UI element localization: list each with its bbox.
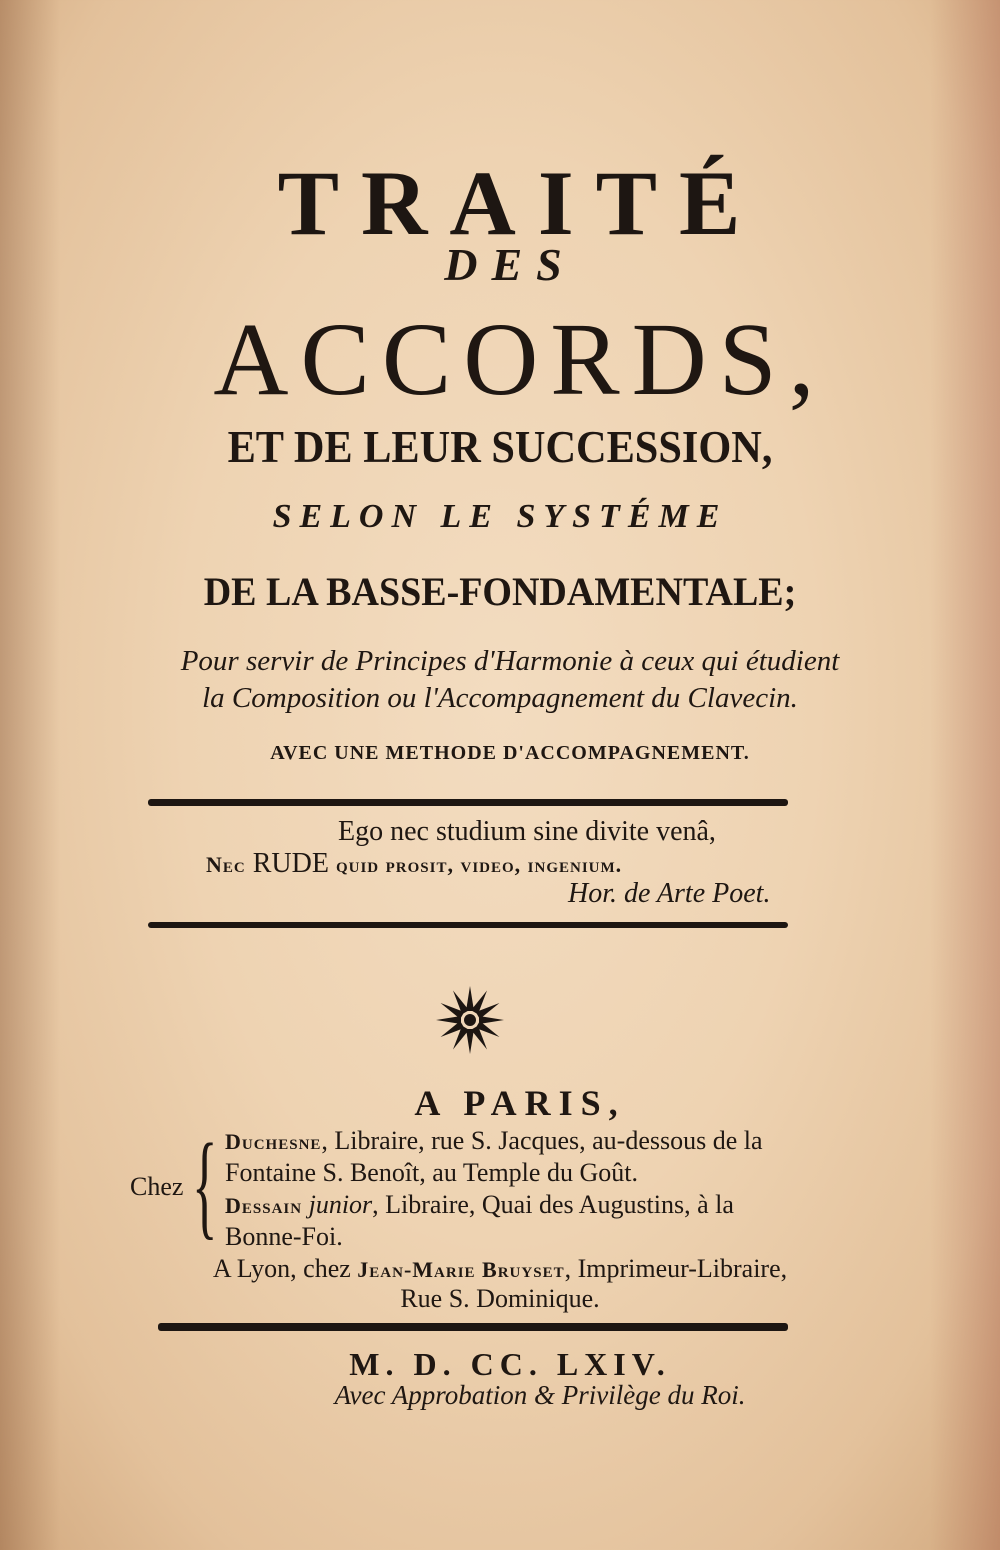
publisher-2-address: , Libraire, Quai des Augustins, à la bbox=[372, 1190, 734, 1219]
method-line: AVEC UNE METHODE D'ACCOMPAGNEMENT. bbox=[270, 742, 750, 764]
lyon-line-1 bbox=[0, 1254, 1000, 1284]
epigraph-words: quid prosit, video, ingenium. bbox=[335, 852, 623, 877]
lyon-line-2: Rue S. Dominique. bbox=[400, 1284, 600, 1313]
publisher-1-line-1 bbox=[225, 1126, 763, 1156]
privilege-line: Avec Approbation & Privilège du Roi. bbox=[334, 1380, 746, 1410]
title-line-1: TRAITÉ bbox=[277, 152, 763, 254]
brace-icon: { bbox=[192, 1119, 218, 1250]
publisher-1-line-2: Fontaine S. Benoît, au Temple du Goût. bbox=[225, 1158, 638, 1187]
purpose-line-1: Pour servir de Principes d'Harmonie à ceux qui étudient bbox=[180, 645, 840, 677]
epigraph-word-emphasis: RUDE bbox=[252, 848, 329, 879]
publisher-2-line-2: Bonne-Foi. bbox=[225, 1222, 343, 1251]
lyon-printer-role: , Imprimeur-Libraire, bbox=[564, 1254, 788, 1283]
imprint-place: A PARIS, bbox=[414, 1083, 626, 1123]
title-line-6: DE LA BASSE-FONDAMENTALE; bbox=[203, 569, 797, 614]
publisher-1-address: , Libraire, rue S. Jacques, au-dessous de la bbox=[321, 1126, 763, 1155]
title-line-3: ACCORDS, bbox=[213, 302, 827, 417]
imprint-date: M. D. CC. LXIV. bbox=[349, 1346, 671, 1382]
publisher-2-name: Dessain bbox=[225, 1193, 303, 1218]
publisher-2-junior: junior bbox=[308, 1190, 373, 1219]
epigraph-line-2 bbox=[206, 848, 622, 880]
title-line-4: ET DE LEUR SUCCESSION, bbox=[227, 421, 773, 472]
divider-rule-top bbox=[148, 799, 788, 806]
epigraph-attribution: Hor. de Arte Poet. bbox=[568, 878, 771, 909]
imprint-chez: Chez bbox=[130, 1172, 184, 1201]
lyon-prefix: A Lyon, chez bbox=[212, 1254, 351, 1283]
title-line-2: DES bbox=[444, 239, 576, 290]
purpose-line-2: la Composition ou l'Accompagnement du Clavecin. bbox=[202, 682, 798, 714]
divider-rule-bottom bbox=[158, 1323, 788, 1331]
lyon-printer-name: Jean-Marie Bruyset bbox=[357, 1257, 565, 1282]
epigraph-line-1: Ego nec studium sine divite venâ, bbox=[338, 816, 716, 847]
epigraph-word: Nec bbox=[206, 852, 246, 877]
printers-ornament-icon bbox=[430, 980, 510, 1060]
publisher-2-line-1 bbox=[225, 1190, 734, 1220]
divider-rule-middle bbox=[148, 922, 788, 928]
publisher-1-name: Duchesne bbox=[225, 1129, 322, 1154]
title-line-5: SELON LE SYSTÉME bbox=[272, 498, 728, 535]
